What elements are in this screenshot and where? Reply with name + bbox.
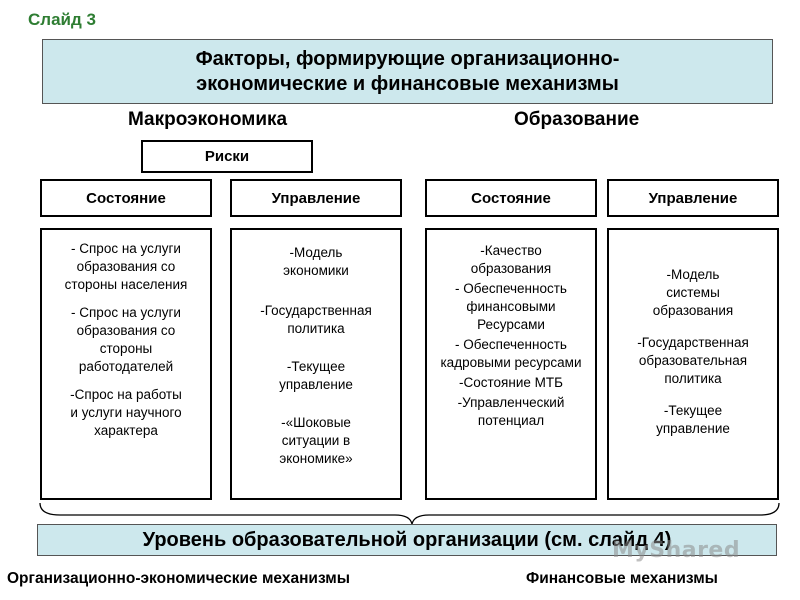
factor-item: -Модель системы образования	[652, 267, 734, 318]
watermark: MyShared	[612, 538, 741, 563]
column-header-label: Состояние	[471, 189, 551, 207]
column-header-label: Управление	[271, 189, 361, 207]
factor-item: - Спрос на услуги образования со стороны населения	[64, 241, 188, 292]
factor-item: - Обеспеченность финансовыми Ресурсами	[455, 281, 567, 332]
factor-item: -Модель экономики	[283, 245, 349, 278]
factor-item: -Управленческий потенциал	[457, 395, 565, 428]
bottom-right-label: Финансовые механизмы	[526, 570, 718, 587]
column-header-label: Состояние	[86, 189, 166, 207]
bottom-left-label: Организационно-экономические механизмы	[7, 570, 350, 587]
factor-item: -«Шоковые ситуации в экономике»	[279, 415, 353, 466]
organization-level-label: Уровень образовательной организации (см. слайд 4)	[142, 528, 672, 551]
factor-item: - Спрос на услуги образования со стороны работодателей	[71, 305, 181, 374]
section-education: Образование	[514, 109, 640, 130]
factor-item: -Текущее управление	[279, 359, 353, 392]
factor-item: -Государственная образовательная политика	[637, 335, 749, 386]
factor-item: -Спрос на работы и услуги научного характера	[70, 387, 182, 438]
slide-number: Слайд 3	[28, 10, 96, 29]
title-line-2: экономические и финансовые механизмы	[196, 72, 619, 95]
title-line-1: Факторы, формирующие организационно-	[195, 47, 620, 70]
factor-item: -Государственная политика	[260, 303, 372, 336]
factor-item: - Обеспеченность кадровыми ресурсами	[440, 337, 582, 370]
risks-label: Риски	[204, 148, 250, 165]
section-macroeconomics: Макроэкономика	[128, 109, 288, 130]
factor-item: -Текущее управление	[656, 403, 730, 436]
factor-item: -Качество образования	[470, 243, 552, 276]
factor-item: -Состояние МТБ	[459, 375, 563, 390]
column-header-label: Управление	[648, 189, 738, 207]
